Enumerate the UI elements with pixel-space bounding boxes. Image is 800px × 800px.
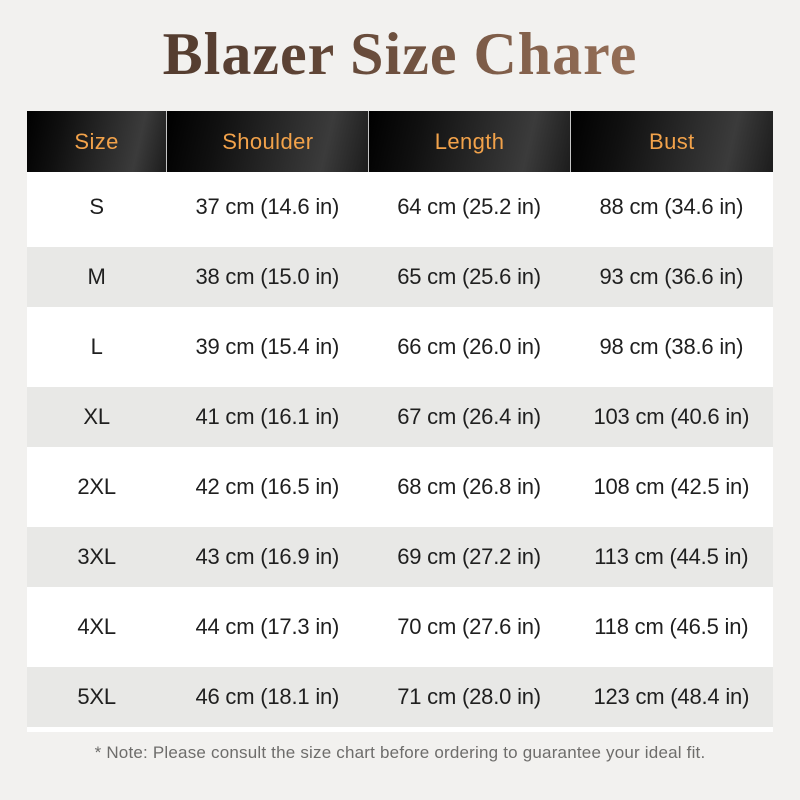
cell-shoulder: 42 cm (16.5 in) (195, 474, 340, 499)
table-row-2xl (27, 452, 773, 522)
footnote: * Note: Please consult the size chart before ordering to guarantee your ideal fit. (94, 743, 706, 762)
cell-length: 70 cm (27.6 in) (397, 614, 541, 639)
cell-shoulder: 39 cm (15.4 in) (195, 334, 340, 359)
cell-size: 3XL (77, 544, 116, 569)
table-row-3xl (27, 522, 773, 592)
cell-size: S (89, 194, 104, 219)
cell-bust: 98 cm (38.6 in) (599, 334, 744, 359)
page-title: Blazer Size Chare (0, 0, 800, 92)
column-header-shoulder: Shoulder (166, 111, 368, 172)
cell-shoulder: 41 cm (16.1 in) (195, 404, 340, 429)
cell-length: 68 cm (26.8 in) (397, 474, 541, 499)
cell-shoulder: 38 cm (15.0 in) (195, 264, 340, 289)
table-row-4xl (27, 592, 773, 662)
cell-bust: 118 cm (46.5 in) (594, 614, 749, 639)
column-header-bust: Bust (570, 111, 773, 172)
cell-size: XL (83, 404, 110, 429)
cell-bust: 113 cm (44.5 in) (594, 544, 749, 569)
column-header-length: Length (368, 111, 569, 172)
cell-size: M (87, 264, 106, 289)
cell-bust: 88 cm (34.6 in) (599, 194, 744, 219)
cell-shoulder: 43 cm (16.9 in) (195, 544, 340, 569)
size-chart-table (27, 111, 773, 732)
cell-length: 64 cm (25.2 in) (397, 194, 541, 219)
cell-shoulder: 37 cm (14.6 in) (195, 194, 340, 219)
cell-bust: 93 cm (36.6 in) (599, 264, 744, 289)
table-row-m (27, 242, 773, 312)
cell-size: L (90, 334, 103, 359)
cell-length: 66 cm (26.0 in) (397, 334, 541, 359)
cell-size: 2XL (77, 474, 116, 499)
cell-size: 5XL (77, 684, 116, 709)
cell-length: 67 cm (26.4 in) (397, 404, 541, 429)
cell-size: 4XL (77, 614, 116, 639)
table-row-l (27, 312, 773, 382)
table-row-5xl (27, 662, 773, 732)
table-header-row (27, 111, 773, 172)
cell-length: 65 cm (25.6 in) (397, 264, 541, 289)
cell-shoulder: 46 cm (18.1 in) (195, 684, 340, 709)
cell-length: 71 cm (28.0 in) (397, 684, 541, 709)
column-header-size: Size (27, 111, 166, 172)
cell-length: 69 cm (27.2 in) (397, 544, 541, 569)
table-row-s (27, 172, 773, 242)
table-row-xl (27, 382, 773, 452)
cell-shoulder: 44 cm (17.3 in) (195, 614, 340, 639)
cell-bust: 108 cm (42.5 in) (593, 474, 750, 499)
cell-bust: 123 cm (48.4 in) (593, 684, 750, 709)
cell-bust: 103 cm (40.6 in) (593, 404, 750, 429)
